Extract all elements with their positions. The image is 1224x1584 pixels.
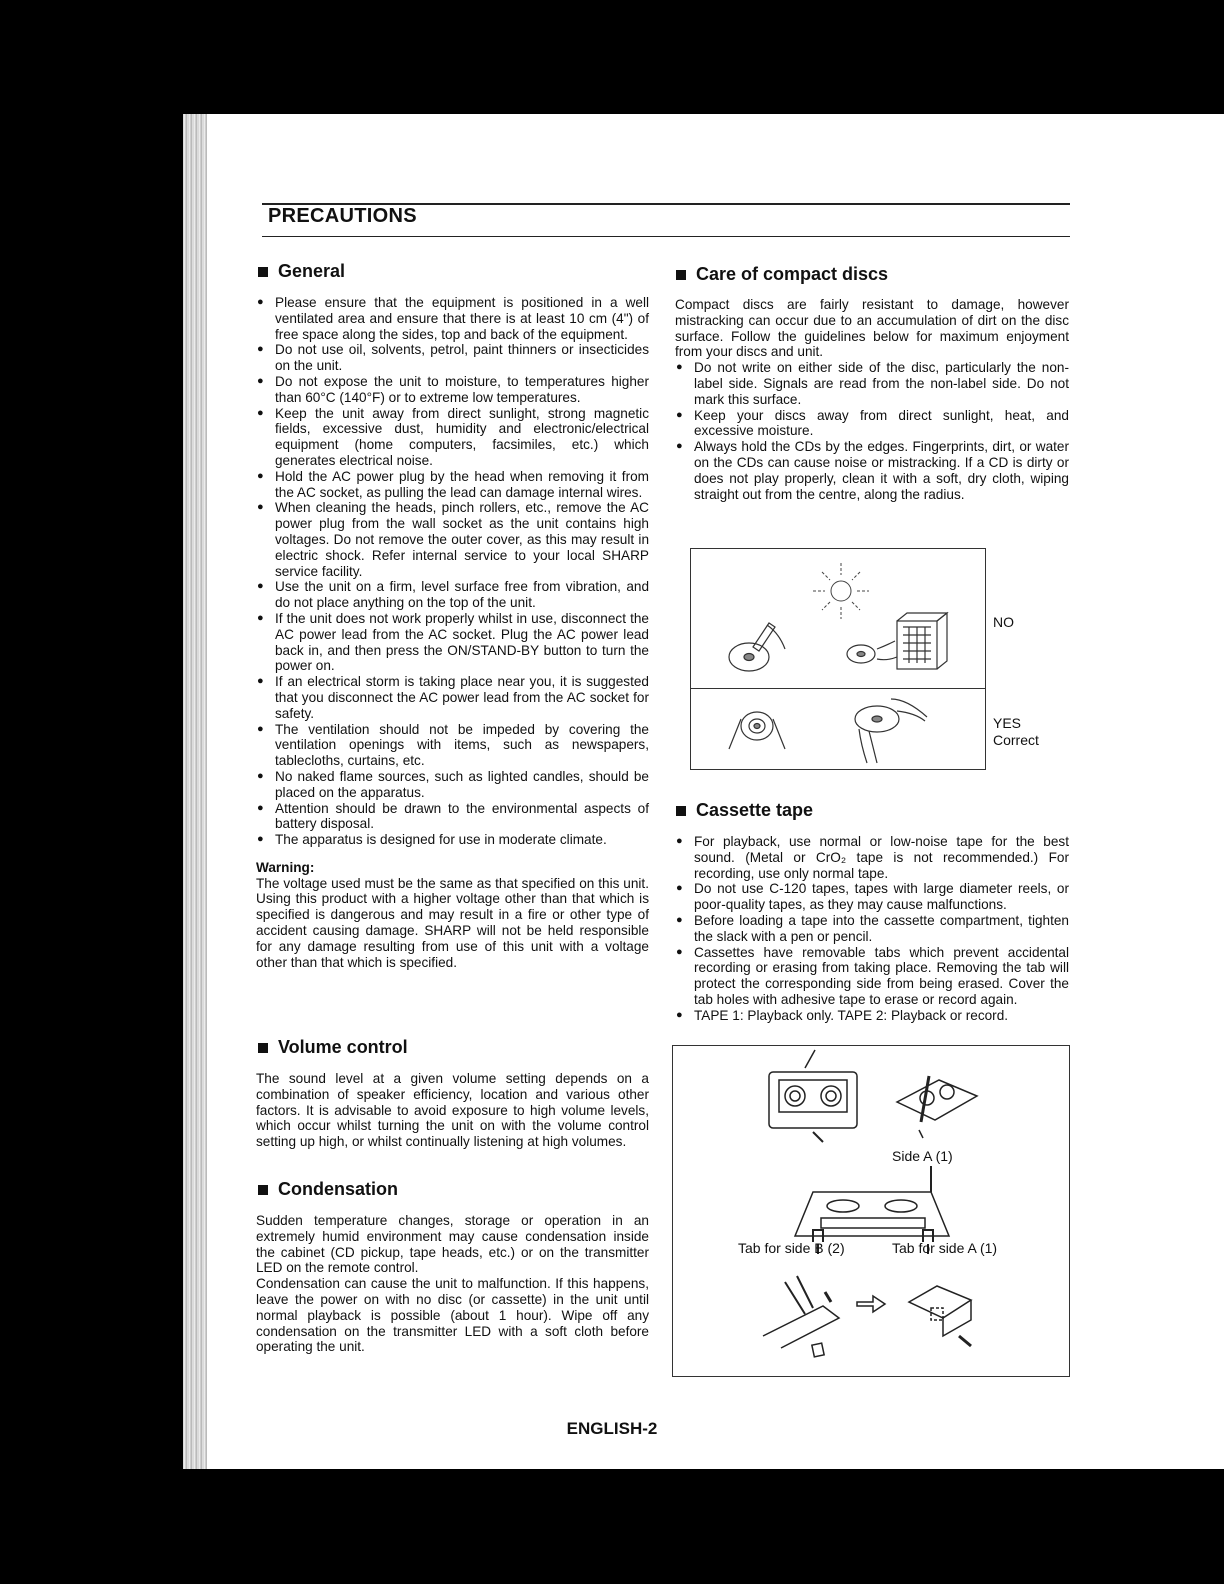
- general-list-item: ● If the unit does not work properly whilst in use, disconnect the AC power lead from the AC socket. Plug the AC power lead back in, and then press the ON/STAND-BY button to turn the power on.: [256, 611, 649, 674]
- cassette-list-item: ● For playback, use normal or low-noise tape for the best sound. (Metal or CrO₂ tape is not recommended.) For recording, use only normal tape.: [675, 834, 1069, 881]
- cd-care-list-item: ● Keep your discs away from direct sunlight, heat, and excessive moisture.: [675, 408, 1069, 440]
- cassette-list-item: ● Before loading a tape into the cassette compartment, tighten the slack with a pen or pencil.: [675, 913, 1069, 945]
- cd-care-section: [675, 297, 1069, 502]
- general-list: [256, 295, 649, 848]
- tape-cover-icon: [909, 1286, 971, 1346]
- general-list-item: ● Hold the AC power plug by the head when removing it from the AC socket, as pulling the lead can damage internal wires.: [256, 469, 649, 501]
- side-a-label: Side A (1): [892, 1148, 953, 1164]
- general-list-item: ● Attention should be drawn to the environmental aspects of battery disposal.: [256, 801, 649, 833]
- title-rule-bottom: [262, 236, 1070, 237]
- cassette-list-item: ● Do not use C-120 tapes, tapes with large diameter reels, or poor-quality tapes, as they may cause malfunctions.: [675, 881, 1069, 913]
- condensation-text-1: Sudden temperature changes, storage or operation in an extremely humid environment may cause condensation inside the cabinet (CD pickup, tape heads, etc.) or on the transmitter LED on the remote control.: [256, 1213, 649, 1276]
- general-list-item: ● Do not expose the unit to moisture, to temperatures higher than 60°C (140°F) or to extreme low temperatures.: [256, 374, 649, 406]
- cd-figure-no-label: NO: [993, 614, 1014, 630]
- cassette-front-icon: [769, 1050, 857, 1142]
- sun-icon: [813, 563, 869, 619]
- general-list-item: ● The ventilation should not be impeded by covering the ventilation openings with items, such as newspapers, tablecloths, curtains, etc.: [256, 722, 649, 769]
- cassette-section: [675, 834, 1069, 1024]
- general-section: [256, 295, 649, 970]
- cassette-illustrations: [673, 1046, 1069, 1376]
- cd-figure-yes-label: YES: [993, 715, 1022, 731]
- cassette-list-item: ● TAPE 1: Playback only. TAPE 2: Playback or record.: [675, 1008, 1069, 1024]
- cd-hold-edges-icon: [729, 712, 785, 749]
- heater-icon: [897, 613, 947, 669]
- cd-figure-correct-label: Correct: [993, 732, 1039, 748]
- cd-care-list-item: ● Always hold the CDs by the edges. Fingerprints, dirt, or water on the CDs can cause noise or mistracking. If a CD is dirty or does not play properly, clean it with a soft, dry cloth, wiping straight out from the centre, along the radius.: [675, 439, 1069, 502]
- general-list-item: ● No naked flame sources, such as lighted candles, should be placed on the apparatus.: [256, 769, 649, 801]
- cd-care-list: [675, 360, 1069, 502]
- cd-writing-icon: [729, 623, 785, 671]
- cassette-list: [675, 834, 1069, 1024]
- general-list-item: ● The apparatus is designed for use in moderate climate.: [256, 832, 649, 848]
- page-footer: ENGLISH-2: [566, 1419, 658, 1438]
- pencil-winding-icon: [897, 1076, 977, 1138]
- cassette-heading: Cassette tape: [676, 800, 813, 821]
- general-list-item: ● If an electrical storm is taking place near you, it is suggested that you disconnect the AC power lead from the AC socket for safety.: [256, 674, 649, 721]
- general-list-item: ● When cleaning the heads, pinch rollers, etc., remove the AC power plug from the wall socket as the unit contains high voltages. Do not remove the outer cover, as this may result in electric shock. Refer internal service to your local SHARP service facility.: [256, 500, 649, 579]
- page-title: PRECAUTIONS: [268, 205, 417, 227]
- cd-care-heading: Care of compact discs: [676, 264, 888, 285]
- cassette-figure: [672, 1045, 1070, 1377]
- arrow-right-icon: [857, 1296, 885, 1312]
- condensation-text-2: Condensation can cause the unit to malfunction. If this happens, leave the power on with no disc (or cassette) in the unit until normal playback is possible (about 1 hour). Wipe off any condensation on the transmitter LED with a soft cloth before operating the unit.: [256, 1276, 649, 1355]
- general-heading: General: [258, 261, 345, 282]
- cassette-list-item: ● Cassettes have removable tabs which prevent accidental recording or erasing from taking place. Removing the tab will protect the corresponding side from being erased. Cover the tab holes with adhesive tape to erase or record again.: [675, 945, 1069, 1008]
- warning-text: The voltage used must be the same as that specified on this unit. Using this product with a higher voltage other than that which is specified is dangerous and may result in a fire or other type of accident causing damage. SHARP will not be held responsible for any damage resulting from use of this unit with a voltage other than that which is specified.: [256, 875, 649, 970]
- tab-side-b-label: Tab for side B (2): [738, 1240, 845, 1256]
- cd-handling-figure: [690, 548, 986, 770]
- general-list-item: ● Do not use oil, solvents, petrol, paint thinners or insecticides on the unit.: [256, 342, 649, 374]
- general-list-item: ● Keep the unit away from direct sunlight, strong magnetic fields, excessive dust, humidity and electronic/electrical equipment (home computers, facsimiles, etc.) which generates electrical noise.: [256, 406, 649, 469]
- volume-section: [256, 1071, 649, 1150]
- tab-side-a-label: Tab for side A (1): [892, 1240, 998, 1256]
- volume-text: The sound level at a given volume setting depends on a combination of speaker efficiency, location and various other factors. It is advisable to avoid exposure to high volume levels, which occur whilst turning the unit on with the volume control setting up high, or whilst continually listening at high volumes.: [256, 1071, 649, 1150]
- cd-wipe-icon: [855, 699, 927, 763]
- volume-heading: Volume control: [258, 1037, 408, 1058]
- warning-heading: Warning:: [256, 859, 315, 875]
- cd-illustrations: [691, 549, 985, 769]
- cd-care-list-item: ● Do not write on either side of the disc, particularly the non-label side. Signals are read from the non-label side. Do not mark this surface.: [675, 360, 1069, 407]
- general-list-item: ● Please ensure that the equipment is positioned in a well ventilated area and ensure that there is at least 10 cm (4") of free space along the sides, top and back of the equipment.: [256, 295, 649, 342]
- cd-care-intro: Compact discs are fairly resistant to damage, however mistracking can occur due to an accumulation of dirt on the disc surface. Follow the guidelines below for maximum enjoyment from your discs and unit.: [675, 297, 1069, 360]
- general-list-item: ● Use the unit on a firm, level surface free from vibration, and do not place anything on the top of the unit.: [256, 579, 649, 611]
- condensation-section: [256, 1213, 649, 1355]
- tab-removal-icon: [763, 1276, 839, 1357]
- cd-in-heat-icon: [847, 641, 897, 663]
- condensation-heading: Condensation: [258, 1179, 398, 1200]
